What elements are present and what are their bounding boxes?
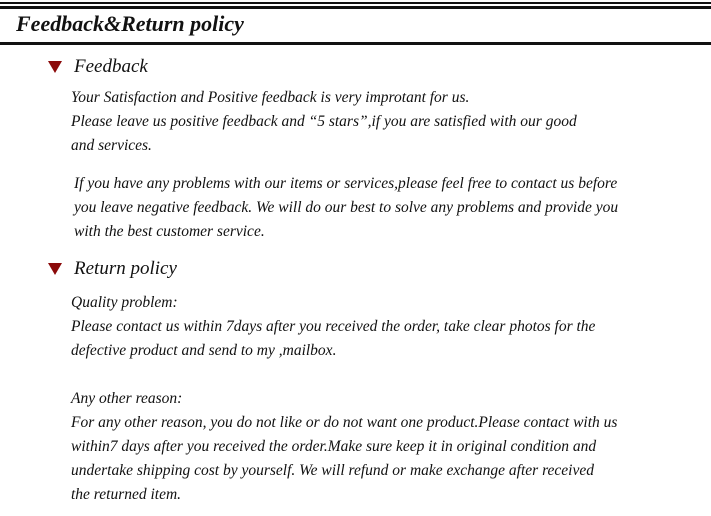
quality-problem-paragraph <box>71 291 595 363</box>
title-underline <box>0 42 711 45</box>
feedback-p2-line: you leave negative feedback. We will do our best to solve any problems and provide you <box>74 199 619 216</box>
feedback-paragraph-1 <box>71 86 577 158</box>
feedback-p1-line: and services. <box>71 137 152 154</box>
other-reason-line: undertake shipping cost by yourself. We will refund or make exchange after received <box>71 462 594 479</box>
other-reason-line: For any other reason, you do not like or do not want one product.Please contact with us <box>71 414 618 431</box>
feedback-p1-line: Please leave us positive feedback and “5 stars”,if you are satisfied with our good <box>71 113 577 130</box>
feedback-heading-text: Feedback <box>74 56 148 77</box>
return-policy-heading-text: Return policy <box>74 258 177 279</box>
feedback-p1-line: Your Satisfaction and Positive feedback is very improtant for us. <box>71 89 470 106</box>
feedback-heading <box>48 56 148 78</box>
quality-line: Quality problem: <box>71 294 178 311</box>
top-rule-thick <box>0 6 711 9</box>
quality-line: defective product and send to my ,mailbox. <box>71 342 337 359</box>
red-triangle-bullet-icon <box>48 61 62 73</box>
other-reason-line: Any other reason: <box>71 390 183 407</box>
red-triangle-bullet-icon <box>48 263 62 275</box>
feedback-p2-line: If you have any problems with our items or services,please feel free to contact us before <box>74 175 618 192</box>
top-rule-thin <box>0 2 711 4</box>
other-reason-line: the returned item. <box>71 486 182 503</box>
quality-line: Please contact us within 7days after you received the order, take clear photos for the <box>71 318 596 335</box>
feedback-p2-line: with the best customer service. <box>74 223 265 240</box>
return-policy-heading <box>48 258 177 280</box>
feedback-paragraph-2 <box>74 172 618 244</box>
page-title: Feedback&Return policy <box>16 11 244 36</box>
other-reason-paragraph <box>71 387 617 507</box>
other-reason-line: within7 days after you received the order.Make sure keep it in original condition and <box>71 438 597 455</box>
